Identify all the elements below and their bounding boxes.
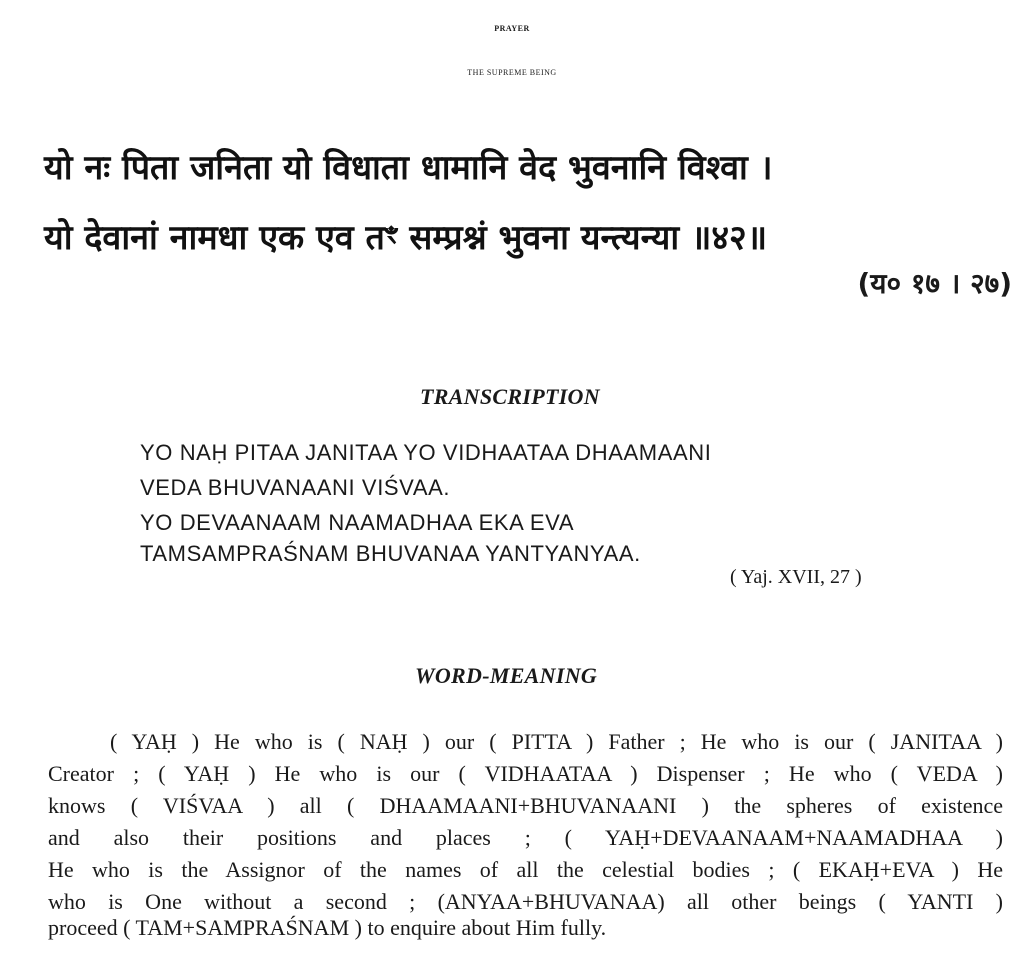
- word-meaning-line-6: who is One without a second ; (ANYAA+BHUVANAA) all other beings ( YANTI ): [48, 889, 1003, 914]
- word-meaning-line-1: ( YAḤ ) He who is ( NAḤ ) our ( PITTA ) Father ; He who is our ( JANITAA ): [110, 729, 1003, 754]
- word-meaning-heading: WORD-MEANING: [415, 663, 598, 688]
- mantra-reference: (य० १७ । २७): [857, 267, 1012, 300]
- transcription-line-3: YO DEVAANAAM NAAMADHAA EKA EVA: [140, 510, 575, 535]
- transcription-reference: ( Yaj. XVII, 27 ): [730, 566, 862, 588]
- mantra-line-2: यो देवानां नामधा एक एव तꣳ सम्प्रश्नं भुवना यन्त्यन्या ॥४२॥: [44, 218, 768, 258]
- mantra-line-1: यो नः पिता जनिता यो विधाता धामानि वेद भुवनानि विश्वा ।: [44, 148, 773, 188]
- section-label: PRAYER: [494, 24, 530, 33]
- word-meaning-line-7: proceed ( TAM+SAMPRAŚNAM ) to enquire about Him fully.: [48, 915, 607, 940]
- word-meaning-line-2: Creator ; ( YAḤ ) He who is our ( VIDHAATAA ) Dispenser ; He who ( VEDA ): [48, 761, 1003, 786]
- transcription-line-1: YO NAḤ PITAA JANITAA YO VIDHAATAA DHAAMAANI: [140, 440, 712, 465]
- transcription-heading: TRANSCRIPTION: [420, 384, 600, 409]
- page-title: THE SUPREME BEING: [467, 68, 557, 77]
- word-meaning-line-5: He who is the Assignor of the names of all the celestial bodies ; ( EKAḤ+EVA ) He: [48, 857, 1003, 882]
- transcription-line-4: TAMSAMPRAŚNAM BHUVANAA YANTYANYAA.: [140, 541, 641, 566]
- word-meaning-line-4: and also their positions and places ; ( YAḤ+DEVAANAAM+NAAMADHAA ): [48, 825, 1003, 850]
- transcription-line-2: VEDA BHUVANAANI VIŚVAA.: [140, 475, 451, 500]
- word-meaning-line-3: knows ( VIŚVAA ) all ( DHAAMAANI+BHUVANAANI ) the spheres of existence: [48, 793, 1003, 818]
